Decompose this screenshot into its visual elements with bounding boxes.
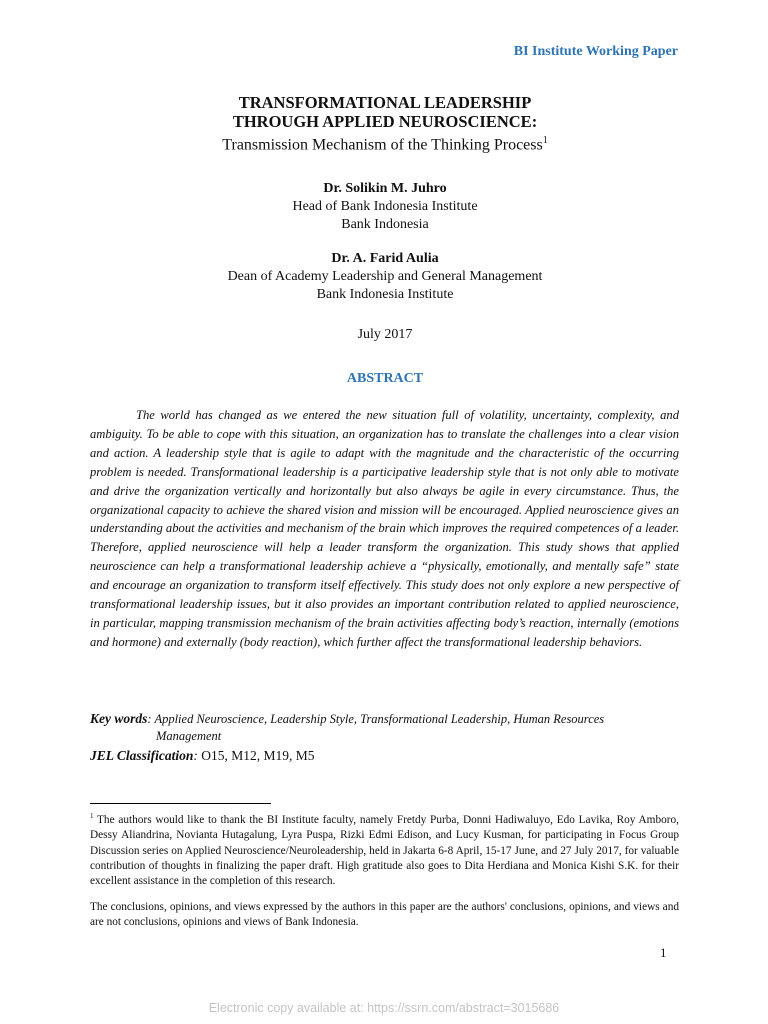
footnote-reference[interactable]: 1	[542, 135, 548, 146]
abstract-text: The world has changed as we entered the new situation full of volatility, uncertainty, complexity, and ambiguity. To be able to cope with this situation, an organization has to translate the challenges into a clear vision and action. A leadership style that is agile to adapt with the magnitude and the characteristic of the occurring problem is needed. Transformational leadership is a participative leadership style that is not only able to motivate and drive the organization vertically and horizontally but also always be agile in every circumstance. Thus, the organizational capacity to achieve the shared vision and mission will be encouraged. Applied neuroscience gives an understanding about the activities and mechanism of the brain which improves the required competences of a leader. Therefore, applied neuroscience will help a leader transform the organization. This study shows that applied neuroscience can help a transformational leadership achieve a “physically, emotionally, and mentally safe” state and encourage an organization to transform itself effectively. This study does not only explore a new perspective of transformational leadership issues, but it also provides an important contribution related to applied neuroscience, in particular, mapping transmission mechanism of the brain activities affecting body’s reaction, internally (emotions and hormone) and externally (body reaction), which further affect the transformational leadership behaviors.	[90, 408, 679, 649]
abstract-heading: ABSTRACT	[346, 371, 424, 386]
jel-classification	[90, 748, 315, 764]
subtitle-text: Transmission Mechanism of the Thinking Process	[222, 136, 543, 154]
disclaimer: The conclusions, opinions, and views expressed by the authors in this paper are the authors' conclusions, opinions, and views and are not conclusions, opinions and views of Bank Indonesia.	[90, 901, 679, 929]
keywords-continuation: Management	[156, 729, 222, 743]
keywords-label: Key words	[90, 711, 148, 726]
footnote-divider	[90, 803, 271, 804]
author-position: Head of Bank Indonesia Institute	[292, 199, 478, 214]
footnote-text: The authors would like to thank the BI Institute faculty, namely Fretdy Purba, Donni Hadiwaluyo, Edo Lavika, Roy Amboro, Dessy Aliandrina, Novianta Hutagalung, Lyra Puspa, Rizki Edmi Edison, and Lucy Kusman, for participating in Focus Group Discussion series on Applied Neuroscience/Neuroleadership, held in Jakarta 6-8 April, 15-17 June, and 27 July 2017, for valuable contribution of thoughts in finalizing the paper draft. High gratitude also goes to Dita Herdiana and Monica Kishi S.K. for their excellent assistance in the completion of this research.	[90, 813, 679, 888]
author-affiliation: Bank Indonesia	[341, 217, 429, 232]
title-line-1: TRANSFORMATIONAL LEADERSHIP	[238, 93, 532, 112]
jel-label: JEL Classification	[90, 748, 194, 763]
publication-date: July 2017	[357, 327, 413, 342]
author-block-2	[90, 250, 680, 304]
footnote	[90, 809, 679, 890]
paper-title	[90, 93, 680, 131]
author-affiliation: Bank Indonesia Institute	[316, 287, 454, 302]
series-header: BI Institute Working Paper	[513, 44, 678, 59]
ssrn-watermark[interactable]: Electronic copy available at: https://ssrn.com/abstract=3015686	[208, 1001, 560, 1015]
paper-subtitle	[90, 135, 680, 154]
title-line-2: THROUGH APPLIED NEUROSCIENCE:	[232, 112, 538, 131]
keywords	[90, 710, 679, 745]
jel-separator: :	[193, 748, 198, 763]
author-name: Dr. Solikin M. Juhro	[323, 181, 447, 196]
author-position: Dean of Academy Leadership and General Management	[227, 269, 543, 284]
footnote-mark: 1	[90, 812, 94, 820]
keywords-separator: :	[147, 712, 152, 726]
author-block-1	[90, 180, 680, 234]
author-name: Dr. A. Farid Aulia	[331, 251, 439, 266]
abstract-body	[90, 406, 679, 652]
jel-codes: O15, M12, M19, M5	[197, 748, 315, 763]
keywords-text: Applied Neuroscience, Leadership Style, Transformational Leadership, Human Resources	[151, 712, 605, 726]
page-number: 1	[660, 945, 667, 960]
